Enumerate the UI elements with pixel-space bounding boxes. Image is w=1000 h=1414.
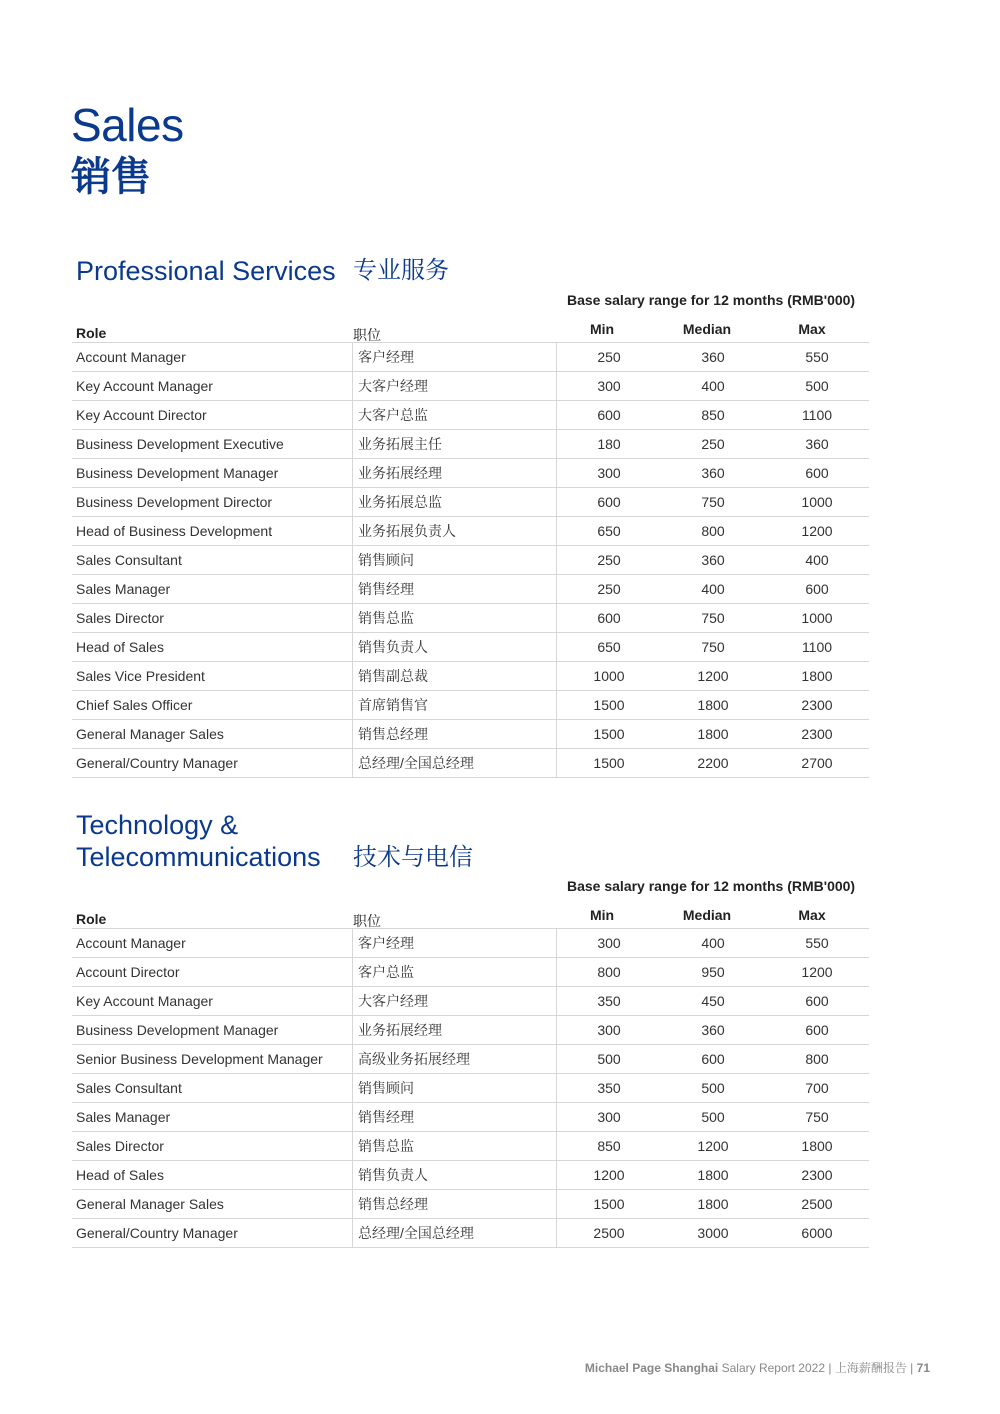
max-cell: 800 (765, 1045, 869, 1074)
role-zh-cell: 销售经理 (353, 575, 557, 604)
table-row (72, 488, 869, 517)
min-cell: 300 (557, 459, 662, 488)
role-zh-cell: 销售总监 (353, 1132, 557, 1161)
col-header-median: Median (682, 907, 732, 923)
max-cell: 360 (765, 430, 869, 459)
median-cell: 600 (661, 1045, 765, 1074)
role-zh-cell: 总经理/全国总经理 (353, 1219, 557, 1248)
min-cell: 300 (557, 929, 662, 958)
table-row (72, 1190, 869, 1219)
table-row (72, 749, 869, 778)
role-zh-cell: 高级业务拓展经理 (353, 1045, 557, 1074)
min-cell: 800 (557, 958, 662, 987)
max-cell: 1200 (765, 958, 869, 987)
role-cell: Head of Sales (72, 633, 353, 662)
min-cell: 650 (557, 517, 662, 546)
median-cell: 400 (661, 372, 765, 401)
role-zh-cell: 销售总经理 (353, 1190, 557, 1219)
role-zh-cell: 客户总监 (353, 958, 557, 987)
min-cell: 300 (557, 372, 662, 401)
role-zh-cell: 总经理/全国总经理 (353, 749, 557, 778)
role-cell: Sales Director (72, 1132, 353, 1161)
median-cell: 1200 (661, 1132, 765, 1161)
median-cell: 750 (661, 633, 765, 662)
role-cell: Business Development Manager (72, 459, 353, 488)
col-header-min: Min (589, 321, 615, 337)
role-zh-cell: 销售总经理 (353, 720, 557, 749)
min-cell: 350 (557, 987, 662, 1016)
table-row (72, 662, 869, 691)
section-title-zh: 技术与电信 (353, 844, 473, 871)
table-row (72, 401, 869, 430)
table-row (72, 517, 869, 546)
median-cell: 1800 (661, 691, 765, 720)
min-cell: 1500 (557, 749, 662, 778)
min-cell: 300 (557, 1016, 662, 1045)
max-cell: 600 (765, 459, 869, 488)
max-cell: 6000 (765, 1219, 869, 1248)
max-cell: 1000 (765, 604, 869, 633)
max-cell: 2700 (765, 749, 869, 778)
max-cell: 600 (765, 575, 869, 604)
median-cell: 400 (661, 575, 765, 604)
min-cell: 180 (557, 430, 662, 459)
min-cell: 850 (557, 1132, 662, 1161)
footer-report-zh: 上海薪酬报告 (834, 1361, 907, 1375)
footer-separator: | (910, 1361, 914, 1375)
table-row (72, 958, 869, 987)
median-cell: 500 (661, 1074, 765, 1103)
max-cell: 550 (765, 343, 869, 372)
page-footer (585, 1359, 930, 1376)
col-header-median: Median (682, 321, 732, 337)
max-cell: 1000 (765, 488, 869, 517)
median-cell: 3000 (661, 1219, 765, 1248)
role-zh-cell: 销售顾问 (353, 546, 557, 575)
max-cell: 2500 (765, 1190, 869, 1219)
role-zh-cell: 业务拓展经理 (353, 1016, 557, 1045)
role-cell: Sales Consultant (72, 1074, 353, 1103)
role-cell: Key Account Director (72, 401, 353, 430)
min-cell: 600 (557, 401, 662, 430)
role-zh-cell: 大客户经理 (353, 372, 557, 401)
section-title-en-line2: Telecommunications (76, 842, 321, 872)
max-cell: 1100 (765, 401, 869, 430)
median-cell: 360 (661, 459, 765, 488)
role-cell: General/Country Manager (72, 749, 353, 778)
role-cell: Account Manager (72, 343, 353, 372)
max-cell: 400 (765, 546, 869, 575)
role-cell: General Manager Sales (72, 720, 353, 749)
role-zh-cell: 业务拓展主任 (353, 430, 557, 459)
page-number: 71 (916, 1361, 930, 1375)
role-cell: Chief Sales Officer (72, 691, 353, 720)
section-title-zh: 专业服务 (353, 257, 449, 284)
table-row (72, 1219, 869, 1248)
median-cell: 750 (661, 488, 765, 517)
role-zh-cell: 业务拓展经理 (353, 459, 557, 488)
role-cell: Sales Manager (72, 575, 353, 604)
max-cell: 2300 (765, 720, 869, 749)
max-cell: 2300 (765, 1161, 869, 1190)
table-row (72, 1016, 869, 1045)
page-title (71, 100, 184, 202)
salary-table (72, 342, 869, 778)
col-header-role-zh: 职位 (353, 327, 381, 343)
role-cell: General Manager Sales (72, 1190, 353, 1219)
median-cell: 1800 (661, 720, 765, 749)
range-caption: Base salary range for 12 months (RMB'000) (567, 878, 856, 894)
median-cell: 1800 (661, 1190, 765, 1219)
role-zh-cell: 大客户总监 (353, 401, 557, 430)
min-cell: 600 (557, 604, 662, 633)
role-zh-cell: 销售负责人 (353, 633, 557, 662)
role-cell: Sales Consultant (72, 546, 353, 575)
median-cell: 750 (661, 604, 765, 633)
col-header-max: Max (798, 321, 826, 337)
role-zh-cell: 大客户经理 (353, 987, 557, 1016)
median-cell: 450 (661, 987, 765, 1016)
table-row (72, 987, 869, 1016)
role-cell: Key Account Manager (72, 372, 353, 401)
footer-brand: Michael Page Shanghai (584, 1361, 719, 1375)
max-cell: 1100 (765, 633, 869, 662)
role-cell: Senior Business Development Manager (72, 1045, 353, 1074)
page-title-zh: 销售 (71, 155, 151, 199)
median-cell: 850 (661, 401, 765, 430)
range-caption: Base salary range for 12 months (RMB'000) (567, 292, 856, 308)
max-cell: 2300 (765, 691, 869, 720)
footer-separator: | (828, 1361, 832, 1375)
role-cell: Account Director (72, 958, 353, 987)
min-cell: 350 (557, 1074, 662, 1103)
table-row (72, 1074, 869, 1103)
table-row (72, 546, 869, 575)
role-zh-cell: 销售顾问 (353, 1074, 557, 1103)
median-cell: 250 (661, 430, 765, 459)
table-row (72, 1132, 869, 1161)
table-row (72, 633, 869, 662)
max-cell: 700 (765, 1074, 869, 1103)
role-cell: Key Account Manager (72, 987, 353, 1016)
role-cell: General/Country Manager (72, 1219, 353, 1248)
table-row (72, 691, 869, 720)
max-cell: 600 (765, 1016, 869, 1045)
min-cell: 250 (557, 343, 662, 372)
min-cell: 2500 (557, 1219, 662, 1248)
min-cell: 300 (557, 1103, 662, 1132)
min-cell: 1000 (557, 662, 662, 691)
salary-table-body (72, 929, 869, 1248)
role-zh-cell: 业务拓展负责人 (353, 517, 557, 546)
median-cell: 360 (661, 546, 765, 575)
min-cell: 1500 (557, 1190, 662, 1219)
role-cell: Sales Vice President (72, 662, 353, 691)
role-cell: Head of Sales (72, 1161, 353, 1190)
role-zh-cell: 业务拓展总监 (353, 488, 557, 517)
role-zh-cell: 首席销售官 (353, 691, 557, 720)
role-cell: Head of Business Development (72, 517, 353, 546)
median-cell: 950 (661, 958, 765, 987)
min-cell: 250 (557, 546, 662, 575)
col-header-max: Max (798, 907, 826, 923)
median-cell: 1200 (661, 662, 765, 691)
role-zh-cell: 销售总监 (353, 604, 557, 633)
min-cell: 1500 (557, 691, 662, 720)
min-cell: 1500 (557, 720, 662, 749)
median-cell: 360 (661, 1016, 765, 1045)
table-row (72, 1045, 869, 1074)
median-cell: 500 (661, 1103, 765, 1132)
role-cell: Sales Director (72, 604, 353, 633)
max-cell: 600 (765, 987, 869, 1016)
table-row (72, 343, 869, 372)
table-row (72, 372, 869, 401)
min-cell: 600 (557, 488, 662, 517)
role-cell: Business Development Manager (72, 1016, 353, 1045)
page-title-en: Sales (71, 99, 184, 151)
role-zh-cell: 客户经理 (353, 343, 557, 372)
section-title-en-line1: Technology & (76, 810, 239, 840)
max-cell: 750 (765, 1103, 869, 1132)
max-cell: 1200 (765, 517, 869, 546)
col-header-role-zh: 职位 (353, 913, 381, 929)
role-cell: Sales Manager (72, 1103, 353, 1132)
median-cell: 800 (661, 517, 765, 546)
max-cell: 1800 (765, 1132, 869, 1161)
table-row (72, 459, 869, 488)
max-cell: 550 (765, 929, 869, 958)
role-zh-cell: 销售负责人 (353, 1161, 557, 1190)
footer-report: Salary Report 2022 (721, 1361, 825, 1375)
role-cell: Account Manager (72, 929, 353, 958)
median-cell: 2200 (661, 749, 765, 778)
min-cell: 650 (557, 633, 662, 662)
min-cell: 500 (557, 1045, 662, 1074)
section-title-en: Professional Services (76, 256, 336, 286)
table-row (72, 575, 869, 604)
median-cell: 360 (661, 343, 765, 372)
salary-table (72, 928, 869, 1248)
role-zh-cell: 销售副总裁 (353, 662, 557, 691)
role-cell: Business Development Executive (72, 430, 353, 459)
min-cell: 1200 (557, 1161, 662, 1190)
table-row (72, 1161, 869, 1190)
max-cell: 500 (765, 372, 869, 401)
table-row (72, 929, 869, 958)
table-row (72, 430, 869, 459)
role-zh-cell: 客户经理 (353, 929, 557, 958)
table-row (72, 720, 869, 749)
col-header-min: Min (589, 907, 615, 923)
col-header-role: Role (76, 911, 107, 927)
median-cell: 1800 (661, 1161, 765, 1190)
salary-table-body (72, 343, 869, 778)
max-cell: 1800 (765, 662, 869, 691)
table-row (72, 1103, 869, 1132)
median-cell: 400 (661, 929, 765, 958)
role-zh-cell: 销售经理 (353, 1103, 557, 1132)
table-row (72, 604, 869, 633)
min-cell: 250 (557, 575, 662, 604)
col-header-role: Role (76, 325, 107, 341)
role-cell: Business Development Director (72, 488, 353, 517)
